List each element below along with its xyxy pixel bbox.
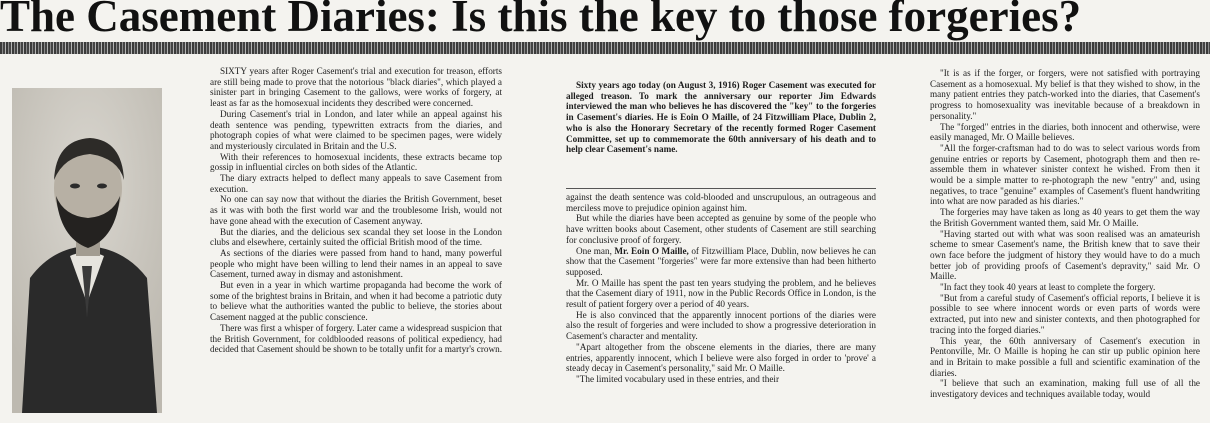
paragraph: But even in a year in which wartime propaganda had become the work of some of the brightest brains in Britain, and when it had become a patriotic duty to believe what the authorities wanted the public to believe, the stories about Casement nagged at the public conscience. — [210, 280, 502, 323]
article-column-1 — [210, 66, 502, 355]
bold-name: Mr. Eoin O Maille, — [614, 245, 689, 256]
paragraph: The forgeries may have taken as long as 40 years to get them the way the British Government wanted them, said Mr. O Maille. — [930, 207, 1200, 228]
paragraph: The diary extracts helped to deflect many appeals to save Casement from execution. — [210, 173, 502, 194]
casement-portrait-photo — [12, 88, 162, 413]
paragraph: But while the diaries have been accepted as genuine by some of the people who have written books about Casement, other students of Casement are still searching for conclusive proof of forgery. — [566, 213, 876, 245]
intro-divider — [566, 188, 876, 189]
headline-rule — [0, 42, 1210, 54]
paragraph: "It is as if the forger, or forgers, were not satisfied with portraying Casement as a homosexual. My belief is that they wished to show, in the many patient entries they patch-worked into the diaries, that Casement's progress to homosexuality was inevitable because of a breakdown in personality." — [930, 68, 1200, 121]
intro-text: Sixty years ago today (on August 3, 1916) Roger Casement was executed for alleged treason. To mark the anniversary our reporter Jim Edwards interviewed the man who believes he has discovered the "key" to the forgeries in Casement's diaries. He is Eoin O Maille, of 24 Fitzwilliam Place, Dublin 2, who is also the Honorary Secretary of the recently formed Roger Casement Committee, set up to commemorate the 60th anniversary of his death and to help clear Casement's name. — [566, 80, 876, 155]
paragraph: He is also convinced that the apparently innocent portions of the diaries were also the result of forgeries and were included to show a progressive deterioration in Casement's character and mentality. — [566, 309, 876, 342]
paragraph: During Casement's trial in London, and later while an appeal against his death sentence was pending, typewritten extracts from the diaries, and photograph copies of what were claimed to be specimen pages, were widely and mysteriously circulated in Britain and the U.S. — [210, 108, 502, 151]
paragraph: As sections of the diaries were passed from hand to hand, many powerful people who might have been willing to lend their names in an appeal to save Casement, turned away in dismay and astonishment. — [210, 247, 502, 280]
paragraph: "Having started out with what was soon realised was an amateurish scheme to smear Casement's name, the British knew that to save their own face before the judgment of history they would have to do a much better job of providing proofs of Casement's depravity," said Mr. O Maille. — [930, 228, 1200, 282]
article-column-2 — [566, 192, 876, 385]
paragraph: Mr. O Maille has spent the past ten years studying the problem, and he believes that the Casement diary of 1911, now in the Public Records Office in London, is the result of patient forgery over a period of 40 years. — [566, 277, 876, 310]
article-column-3 — [930, 68, 1200, 400]
portrait-illustration — [12, 88, 162, 413]
headline: The Casement Diaries: Is this the key to those forgeries? — [0, 0, 1082, 41]
intro-standfirst — [566, 80, 876, 155]
paragraph: But the diaries, and the delicious sex scandal they set loose in the London clubs and elsewhere, certainly suited the official British mood of the time. — [210, 226, 502, 248]
paragraph: SIXTY years after Roger Casement's trial and execution for treason, efforts are still being made to prove that the notorious "black diaries", which played a sinister part in bringing Casement to the gallows, were works of forgery, at least as far as the homosexual incidents they described were concerned. — [210, 66, 502, 109]
paragraph: against the death sentence was cold-blooded and unscrupulous, an outrageous and merciless move to prejudice opinion against him. — [566, 192, 876, 213]
paragraph: "In fact they took 40 years at least to complete the forgery. — [940, 282, 1156, 293]
paragraph: "But from a careful study of Casement's official reports, I believe it is possible to see where innocent words or even parts of words were extracted, put into new and sinister contexts, and then photographed for tracing into the forged diaries." — [930, 292, 1200, 335]
paragraph: One man, Mr. Eoin O Maille, of Fitzwilliam Place, Dublin, now believes he can show that the Casement "forgeries" were far more extensive than had been hitherto supposed. — [566, 245, 877, 277]
paragraph: "Apart altogether from the obscene elements in the diaries, there are many entries, apparently innocent, which I believe were also forged in order to 'prove' a steady decay in Casement's personality," said Mr. O Maille. — [566, 341, 876, 374]
paragraph: The "forged" entries in the diaries, both innocent and otherwise, were easily managed, Mr. O Maille believes. — [930, 121, 1200, 143]
paragraph: This year, the 60th anniversary of Casement's execution in Pentonville, Mr. O Maille is hoping he can stir up public opinion here and in Britain to make possible a full and scientific examination of the diaries. — [930, 335, 1200, 378]
paragraph: "The limited vocabulary used in these entries, and their — [576, 373, 780, 384]
paragraph: No one can say now that without the diaries the British Government, beset as it was with both the first world war and the troublesome Irish, would not have gone ahead with the execution of Casement anyway. — [210, 194, 502, 226]
paragraph: With their references to homosexual incidents, these extracts became top gossip in influential circles on both sides of the Atlantic. — [210, 151, 502, 173]
paragraph: There was first a whisper of forgery. Later came a widespread suspicion that the British Government, for coldblooded reasons of political expediency, had decided that Casement should be shown to be totally unfit for a martyr's crown. — [210, 322, 503, 355]
paragraph: "I believe that such an examination, making full use of all the investigatory devices and techniques available today, would — [930, 378, 1200, 400]
paragraph: "All the forger-craftsman had to do was to select various words from genuine entries or reports by Casement, photograph them and then re-assemble them in whatever sinister context he wished. From then it would be a simple matter to re-photograph the new "entry" and, using negatives, to trace "genuine" examples of Casement's fluent handwriting into what are now paraded as his diaries." — [930, 142, 1200, 207]
